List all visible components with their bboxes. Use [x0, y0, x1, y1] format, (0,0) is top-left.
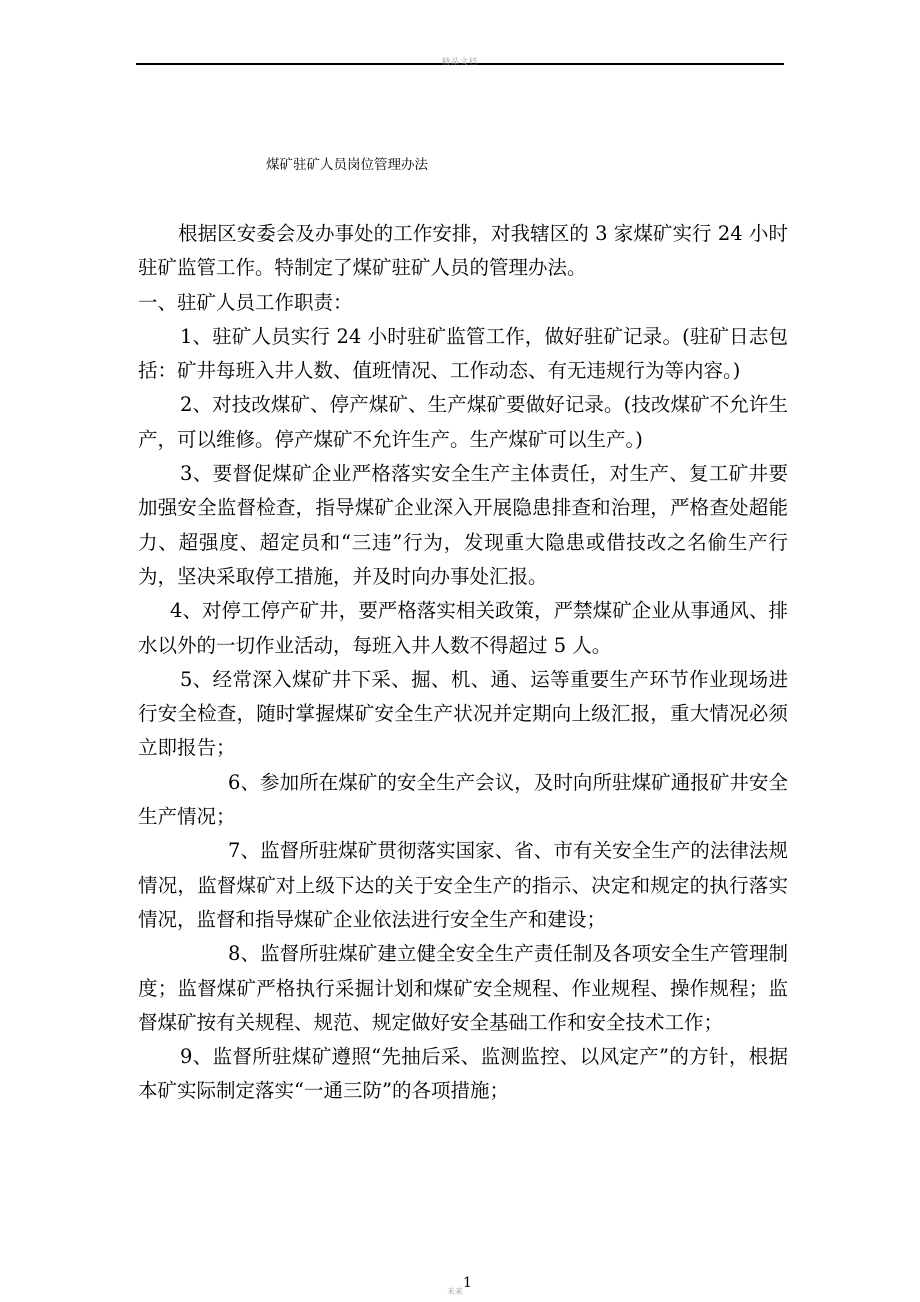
duty-item-2: 2、对技改煤矿、停产煤矿、生产煤矿要做好记录。(技改煤矿不允许生产，可以维修。停产煤矿不允许生产。生产煤矿可以生产。) [138, 393, 788, 451]
document-body [138, 217, 788, 1109]
header-watermark: 精品文档 [442, 57, 478, 66]
duty-item-8: 8、监督所驻煤矿建立健全安全生产责任制及各项安全生产管理制度；监督煤矿严格执行采掘计划和煤矿安全规程、作业规程、操作规程；监督煤矿按有关规程、规范、规定做好安全基础工作和安全技术工作； [138, 942, 788, 1034]
duty-item-6: 6、参加所在煤矿的安全生产会议，及时向所驻煤矿通报矿井安全生产情况； [138, 770, 788, 829]
duty-item-9: 9、监督所驻煤矿遵照“先抽后采、监测监控、以风定产”的方针，根据本矿实际制定落实“一通三防”的各项措施； [138, 1045, 788, 1103]
duty-item-1: 1、驻矿人员实行 24 小时驻矿监管工作，做好驻矿记录。(驻矿日志包括：矿井每班入井人数、值班情况、工作动态、有无违规行为等内容。) [138, 324, 788, 383]
duty-item-4: 4、对停工停产矿井，要严格落实相关政策，严禁煤矿企业从事通风、排水以外的一切作业活动，每班入井人数不得超过 5 人。 [138, 599, 788, 657]
intro-paragraph: 根据区安委会及办事处的工作安排，对我辖区的 3 家煤矿实行 24 小时驻矿监管工作。特制定了煤矿驻矿人员的管理办法。 [138, 222, 788, 280]
duty-item-3: 3、要督促煤矿企业严格落实安全生产主体责任，对生产、复工矿井要加强安全监督检查，指导煤矿企业深入开展隐患排查和治理，严格查处超能力、超强度、超定员和“三违”行为，发现重大隐患或借技改之名偷生产行为，坚决采取停工措施，并及时向办事处汇报。 [138, 462, 788, 588]
document-title: 煤矿驻矿人员岗位管理办法 [266, 157, 428, 173]
duty-item-7: 7、监督所驻煤矿贯彻落实国家、省、市有关安全生产的法律法规情况，监督煤矿对上级下达的关于安全生产的指示、决定和规定的执行落实情况，监督和指导煤矿企业依法进行安全生产和建设； [138, 839, 788, 931]
footer-watermark: 未来 [447, 1287, 463, 1296]
page-number: 1 [463, 1275, 472, 1291]
section-heading: 一、驻矿人员工作职责： [138, 290, 353, 314]
page-footer [447, 1275, 472, 1297]
duty-item-5: 5、经常深入煤矿井下采、掘、机、通、运等重要生产环节作业现场进行安全检查，随时掌握煤矿安全生产状况并定期向上级汇报，重大情况必须立即报告； [138, 667, 788, 760]
